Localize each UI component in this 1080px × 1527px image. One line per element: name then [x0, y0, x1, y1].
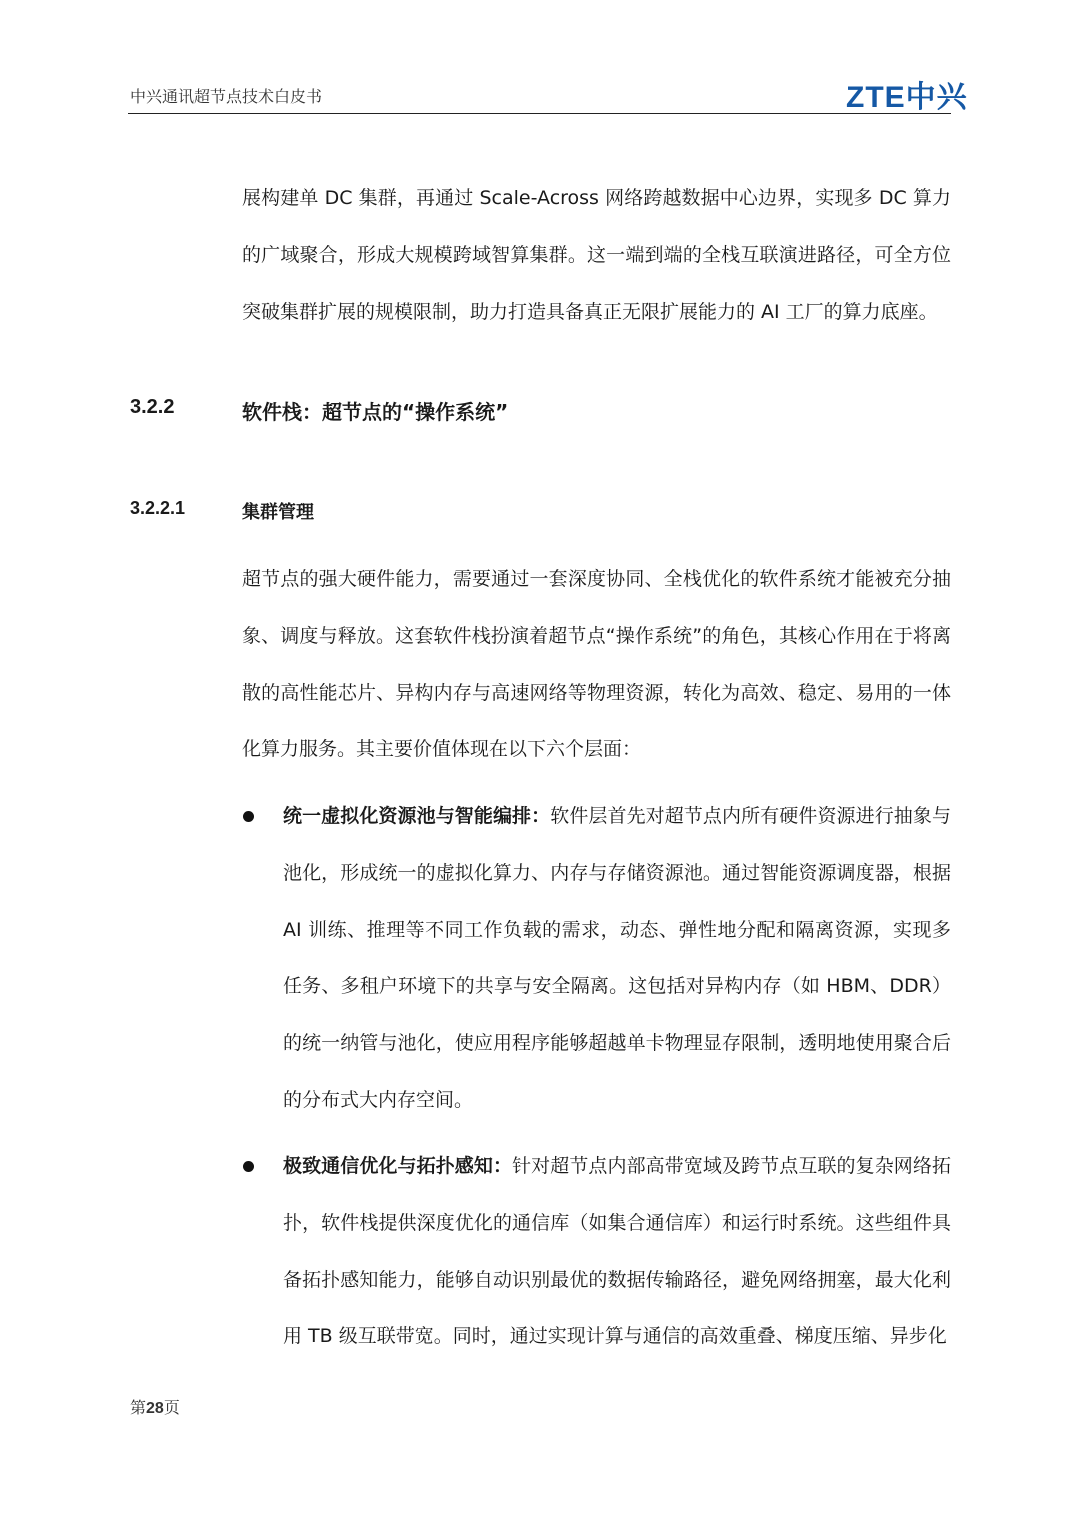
page-suffix: 页 — [163, 1398, 180, 1417]
header-divider — [128, 113, 951, 114]
zte-logo: ZTE中兴 — [846, 81, 968, 114]
intro-paragraph: 展构建单 DC 集群，再通过 Scale-Across 网络跨越数据中心边界，实现多 DC 算力的广域聚合，形成大规模跨域智算集群。这一端到端的全栈互联演进路径，可全方位突破集群扩展的规模限制，助力打造具备真正无限扩展能力的 AI 工厂的算力底座。 — [242, 187, 951, 323]
bullet-title-1: 统一虚拟化资源池与智能编排： — [283, 805, 551, 827]
page-footer — [130, 1395, 180, 1418]
body-paragraph: 超节点的强大硬件能力，需要通过一套深度协同、全栈优化的软件系统才能被充分抽象、调度与释放。这套软件栈扮演着超节点“操作系统”的角色，其核心作用在于将离散的高性能芯片、异构内存与高速网络等物理资源，转化为高效、稳定、易用的一体化算力服务。其主要价值体现在以下六个层面： — [242, 568, 951, 761]
bullet-body-2: 针对超节点内部高带宽域及跨节点互联的复杂网络拓扑，软件栈提供深度优化的通信库（如集合通信库）和运行时系统。这些组件具备拓扑感知能力，能够自动识别最优的数据传输路径，避免网络拥塞，最大化利用 TB 级互联带宽。同时，通过实现计算与通信的高效重叠、梯度压缩、异步化 — [283, 1155, 951, 1348]
section-number: 3.2.2 — [130, 396, 175, 418]
bullet-item-1 — [283, 788, 951, 1129]
page-number: 28 — [146, 1400, 164, 1417]
document-title: 中兴通讯超节点技术白皮书 — [130, 87, 323, 106]
subsection-title: 集群管理 — [242, 502, 314, 523]
bullet-title-2: 极致通信优化与拓扑感知： — [283, 1155, 513, 1177]
section-title: 软件栈：超节点的“操作系统” — [242, 400, 509, 424]
bullet-body-1: 软件层首先对超节点内所有硬件资源进行抽象与池化，形成统一的虚拟化算力、内存与存储资源池。通过智能资源调度器，根据 AI 训练、推理等不同工作负载的需求，动态、弹性地分配和隔离资源，实现多任务、多租户环境下的共享与安全隔离。这包括对异构内存（如 HBM、DDR）的统一纳管与池化，使应用程序能够超越单卡物理显存限制，透明地使用聚合后的分布式大内存空间。 — [283, 805, 951, 1111]
bullet-item-2 — [283, 1138, 951, 1365]
bullet-dot-1 — [243, 811, 254, 822]
subsection-number: 3.2.2.1 — [130, 498, 186, 518]
bullet-dot-2 — [243, 1161, 254, 1172]
page-prefix: 第 — [130, 1398, 147, 1417]
